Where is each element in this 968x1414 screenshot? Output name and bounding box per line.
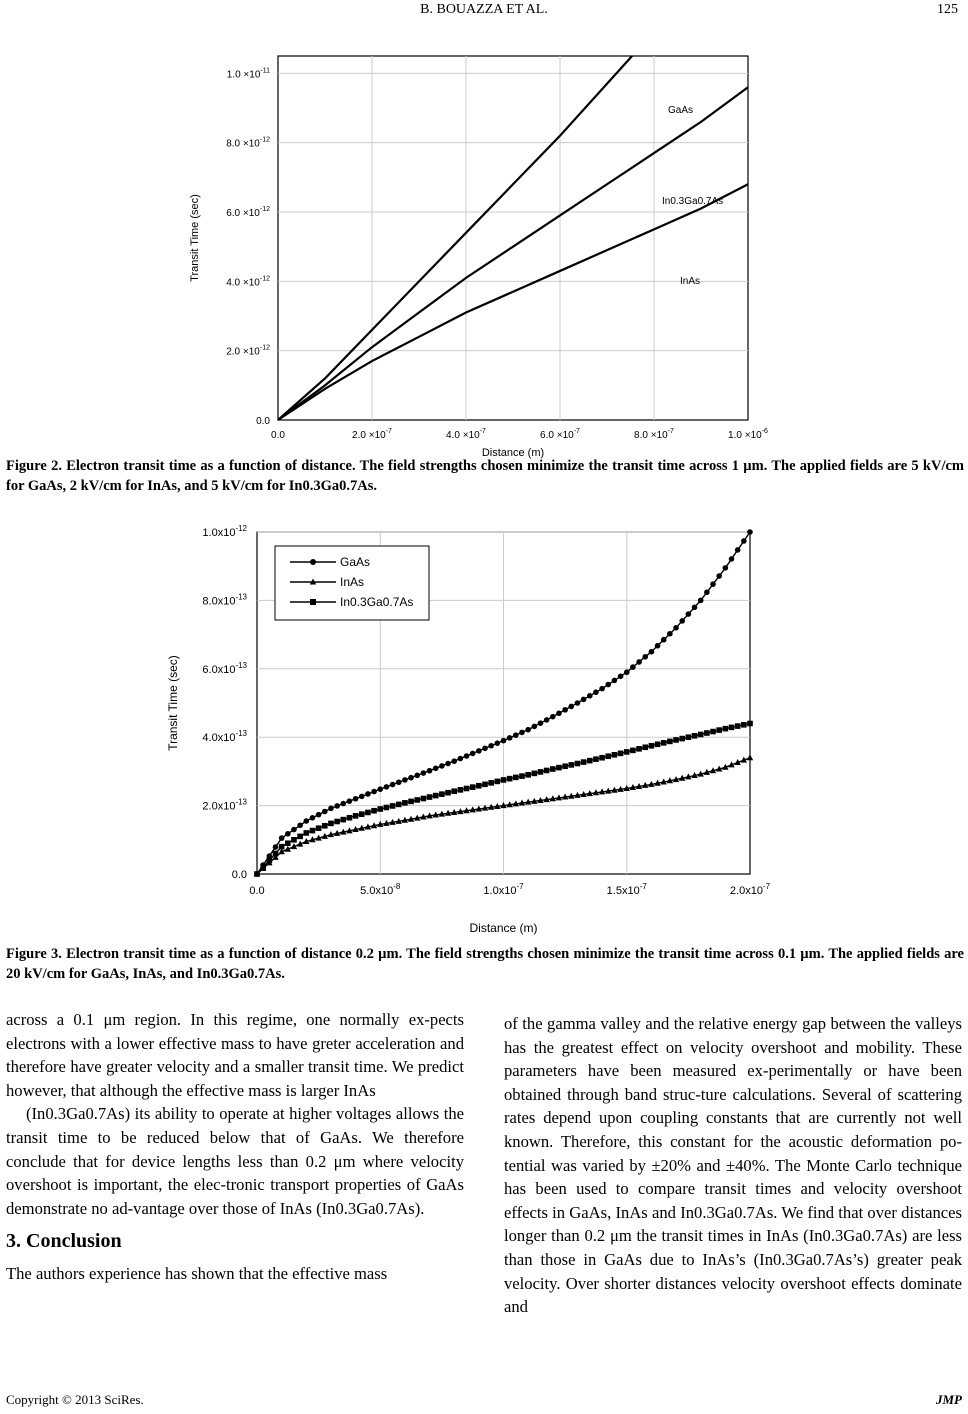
figure-2-chart: [0, 20, 968, 470]
data-point-In0.3Ga0.7As: [649, 743, 655, 749]
figure-3-chart: [0, 512, 968, 942]
data-point-GaAs: [482, 746, 488, 752]
data-point-In0.3Ga0.7As: [636, 746, 642, 752]
legend-label: GaAs: [340, 555, 371, 569]
data-point-In0.3Ga0.7As: [408, 799, 414, 805]
data-point-In0.3Ga0.7As: [433, 793, 439, 799]
data-point-In0.3Ga0.7As: [421, 796, 427, 802]
data-point-GaAs: [741, 538, 747, 544]
data-point-GaAs: [427, 768, 433, 774]
data-point-In0.3Ga0.7As: [279, 844, 285, 850]
data-point-In0.3Ga0.7As: [396, 802, 402, 808]
x-tick-label: $5.0x10^{-8}$: [360, 882, 401, 897]
x-tick-label: 0.0: [271, 430, 285, 441]
y-tick-exponent: -13: [235, 729, 247, 739]
data-point-GaAs: [445, 761, 451, 767]
data-point-In0.3Ga0.7As: [482, 782, 488, 788]
y-tick-exponent: -13: [235, 797, 247, 807]
data-point-GaAs: [747, 529, 753, 535]
data-point-In0.3Ga0.7As: [605, 753, 611, 759]
data-point-GaAs: [365, 791, 371, 797]
data-point-GaAs: [377, 786, 383, 792]
data-point-In0.3Ga0.7As: [445, 790, 451, 796]
data-point-GaAs: [396, 779, 402, 785]
data-point-GaAs: [439, 763, 445, 769]
data-point-In0.3Ga0.7As: [655, 741, 661, 747]
legend-marker: [310, 559, 316, 565]
x-tick-label: $2.0x10^{-7}$: [729, 882, 771, 897]
x-tick-label: $1.0x10^{-7}$: [483, 882, 524, 897]
data-point-In0.3Ga0.7As: [458, 787, 464, 793]
data-point-GaAs: [575, 700, 581, 706]
data-point-In0.3Ga0.7As: [704, 730, 710, 736]
data-point-In0.3Ga0.7As: [686, 734, 692, 740]
y-tick-exponent: -11: [260, 67, 270, 75]
y-tick-label: $4.0 \times 10^{-12}$: [226, 275, 270, 289]
data-point-GaAs: [421, 770, 427, 776]
data-point-GaAs: [507, 735, 513, 741]
data-point-In0.3Ga0.7As: [741, 722, 747, 728]
legend-label: InAs: [340, 575, 365, 589]
y-tick-label: $4.0x10^{-13}$: [202, 729, 247, 745]
x-axis-title: Distance (m): [469, 921, 538, 935]
data-point-GaAs: [384, 784, 390, 790]
data-point-GaAs: [464, 753, 470, 759]
y-tick-exponent: -12: [259, 344, 270, 352]
data-point-In0.3Ga0.7As: [273, 851, 279, 857]
data-point-GaAs: [581, 697, 587, 703]
data-point-GaAs: [414, 773, 420, 779]
y-tick-label: $8.0x10^{-13}$: [202, 592, 247, 608]
data-point-In0.3Ga0.7As: [525, 772, 531, 778]
data-point-GaAs: [402, 777, 408, 783]
data-point-GaAs: [550, 714, 556, 720]
running-title: B. BOUAZZA ET AL.: [420, 2, 548, 17]
y-tick-label: $6.0x10^{-13}$: [202, 660, 247, 676]
copyright: Copyright © 2013 SciRes.: [6, 1392, 144, 1407]
data-point-In0.3Ga0.7As: [679, 736, 685, 742]
data-point-In0.3Ga0.7As: [507, 776, 513, 782]
y-tick-label: $8.0 \times 10^{-12}$: [226, 136, 270, 150]
data-point-In0.3Ga0.7As: [267, 858, 273, 864]
data-point-GaAs: [636, 659, 642, 665]
data-point-In0.3Ga0.7As: [310, 828, 316, 834]
data-point-GaAs: [501, 738, 507, 744]
series-label: In0.3Ga0.7As: [662, 196, 724, 207]
data-point-In0.3Ga0.7As: [316, 825, 322, 831]
x-tick-exponent: -7: [573, 428, 580, 435]
x-tick-label: 0.0: [249, 885, 265, 897]
y-tick-exponent: -12: [235, 524, 247, 533]
y-tick-exponent: -13: [235, 660, 247, 670]
data-point-GaAs: [704, 589, 710, 595]
data-point-In0.3Ga0.7As: [322, 823, 328, 829]
y-tick-label: 0.0: [231, 869, 247, 881]
data-point-GaAs: [476, 748, 482, 754]
data-point-In0.3Ga0.7As: [359, 811, 365, 817]
data-point-GaAs: [408, 775, 414, 781]
series-label: InAs: [680, 276, 701, 287]
data-point-In0.3Ga0.7As: [642, 744, 648, 750]
y-tick-exponent: -12: [259, 275, 270, 283]
data-point-GaAs: [735, 547, 741, 553]
data-point-In0.3Ga0.7As: [593, 756, 599, 762]
data-point-GaAs: [519, 730, 525, 736]
data-point-GaAs: [556, 710, 562, 716]
data-point-In0.3Ga0.7As: [254, 871, 260, 877]
data-point-GaAs: [618, 674, 624, 680]
data-point-GaAs: [649, 649, 655, 655]
data-point-GaAs: [605, 682, 611, 688]
data-point-GaAs: [334, 803, 340, 809]
legend-label: In0.3Ga0.7As: [340, 595, 414, 609]
data-point-GaAs: [587, 693, 593, 699]
paragraph: (In0.3Ga0.7As) its ability to operate at higher voltages allows the transit time to be reduced below that of GaAs. We therefore conclude that for device lengths less than 0.2 μm where velocity overshoot is important, the elec-tronic transport properties of GaAs demonstrate no ad-vantage over those of InAs (In0.3Ga0.7As).: [6, 1104, 464, 1218]
data-point-In0.3Ga0.7As: [612, 752, 618, 758]
x-tick-exponent: -7: [385, 428, 392, 435]
data-point-GaAs: [642, 654, 648, 660]
y-tick-exponent: -12: [259, 206, 270, 213]
data-point-In0.3Ga0.7As: [414, 797, 420, 803]
data-point-In0.3Ga0.7As: [716, 727, 722, 733]
data-point-In0.3Ga0.7As: [568, 762, 574, 768]
data-point-In0.3Ga0.7As: [304, 830, 310, 836]
data-point-GaAs: [612, 678, 618, 684]
y-tick-exponent: -12: [259, 136, 270, 144]
data-point-GaAs: [297, 822, 303, 828]
data-point-GaAs: [310, 815, 316, 821]
data-point-GaAs: [433, 766, 439, 772]
data-point-GaAs: [698, 598, 704, 604]
data-point-In0.3Ga0.7As: [630, 748, 636, 754]
x-tick-label: $1.0 \times 10^{-6}$: [728, 428, 768, 441]
figure-2-caption: Figure 2. Electron transit time as a function of distance. The field strengths chosen minimize the transit time across 1 µm. The applied fields are 5 kV/cm for GaAs, 2 kV/cm for InAs, and 5 kV/cm for In0.3Ga0.7As.: [6, 458, 964, 494]
data-point-GaAs: [458, 756, 464, 762]
data-point-GaAs: [630, 664, 636, 670]
data-point-In0.3Ga0.7As: [334, 819, 340, 825]
paragraph: The authors experience has shown that the effective mass: [6, 1263, 388, 1283]
data-point-In0.3Ga0.7As: [291, 837, 297, 843]
data-point-GaAs: [291, 827, 297, 833]
x-tick-exponent: -7: [479, 428, 486, 435]
data-point-GaAs: [655, 643, 661, 649]
x-tick-exponent: -8: [393, 882, 401, 891]
data-point-In0.3Ga0.7As: [353, 813, 359, 819]
series-label: GaAs: [668, 105, 694, 116]
data-point-In0.3Ga0.7As: [371, 808, 377, 814]
data-point-GaAs: [679, 618, 685, 624]
data-point-GaAs: [525, 727, 531, 733]
x-tick-exponent: -7: [762, 882, 771, 891]
data-point-In0.3Ga0.7As: [532, 771, 538, 777]
data-point-GaAs: [544, 717, 550, 723]
data-point-In0.3Ga0.7As: [476, 783, 482, 789]
data-point-In0.3Ga0.7As: [661, 740, 667, 746]
data-point-GaAs: [322, 809, 328, 815]
x-tick-exponent: -7: [667, 428, 674, 435]
data-point-In0.3Ga0.7As: [501, 777, 507, 783]
data-point-In0.3Ga0.7As: [260, 864, 266, 870]
data-point-In0.3Ga0.7As: [495, 779, 501, 785]
data-point-In0.3Ga0.7As: [550, 766, 556, 772]
data-point-GaAs: [667, 631, 673, 637]
y-tick-label: $6.0 \times 10^{-12}$: [226, 206, 270, 219]
data-point-GaAs: [495, 740, 501, 746]
data-point-GaAs: [279, 835, 285, 841]
series-line-In0.3Ga0.7As: [278, 87, 748, 420]
data-point-GaAs: [673, 625, 679, 631]
data-point-In0.3Ga0.7As: [729, 725, 735, 731]
data-point-GaAs: [710, 581, 716, 587]
data-point-In0.3Ga0.7As: [575, 761, 581, 767]
data-point-GaAs: [538, 720, 544, 726]
legend-marker: [310, 599, 316, 605]
data-point-In0.3Ga0.7As: [464, 786, 470, 792]
data-point-GaAs: [593, 689, 599, 695]
data-point-GaAs: [723, 565, 729, 571]
data-point-In0.3Ga0.7As: [340, 817, 346, 823]
data-point-In0.3Ga0.7As: [710, 729, 716, 735]
data-point-GaAs: [513, 732, 519, 738]
data-point-In0.3Ga0.7As: [667, 739, 673, 745]
y-tick-label: $2.0 \times 10^{-12}$: [226, 344, 270, 358]
journal-name: JMP: [936, 1392, 962, 1407]
data-point-In0.3Ga0.7As: [562, 763, 568, 769]
left-column: [6, 1008, 464, 1286]
data-point-GaAs: [285, 831, 291, 837]
y-tick-exponent: -13: [235, 592, 247, 602]
x-tick-exponent: -7: [516, 882, 524, 891]
data-point-In0.3Ga0.7As: [402, 800, 408, 806]
data-point-GaAs: [686, 611, 692, 617]
data-point-GaAs: [328, 806, 334, 812]
y-tick-label: $1.0 \times 10^{-11}$: [226, 67, 270, 81]
data-point-In0.3Ga0.7As: [587, 758, 593, 764]
data-point-GaAs: [371, 789, 377, 795]
paragraph: across a 0.1 μm region. In this regime, one normally ex-pects electrons with a lower effective mass to have greter acceleration and therefore have greater velocity and a smaller transit time. We predict however, that although the effective mass is larger InAs: [6, 1010, 464, 1100]
data-point-In0.3Ga0.7As: [519, 773, 525, 779]
series-line-GaAs: [278, 56, 632, 420]
data-point-In0.3Ga0.7As: [384, 805, 390, 811]
page-number: 125: [937, 2, 958, 17]
data-point-GaAs: [488, 743, 494, 749]
data-point-GaAs: [624, 669, 630, 675]
data-point-In0.3Ga0.7As: [698, 732, 704, 738]
page-footer: [6, 1392, 962, 1408]
data-point-GaAs: [470, 751, 476, 757]
data-point-In0.3Ga0.7As: [673, 737, 679, 743]
data-point-In0.3Ga0.7As: [390, 803, 396, 809]
data-point-In0.3Ga0.7As: [618, 751, 624, 757]
data-point-GaAs: [729, 556, 735, 562]
data-point-In0.3Ga0.7As: [470, 784, 476, 790]
data-point-In0.3Ga0.7As: [377, 806, 383, 812]
data-point-GaAs: [532, 724, 538, 730]
data-point-In0.3Ga0.7As: [427, 794, 433, 800]
data-point-In0.3Ga0.7As: [692, 733, 698, 739]
data-point-In0.3Ga0.7As: [285, 840, 291, 846]
data-point-GaAs: [353, 796, 359, 802]
x-tick-label: $6.0 \times 10^{-7}$: [540, 428, 580, 441]
data-point-In0.3Ga0.7As: [544, 768, 550, 774]
data-point-In0.3Ga0.7As: [581, 759, 587, 765]
data-point-In0.3Ga0.7As: [735, 723, 741, 729]
data-point-In0.3Ga0.7As: [747, 721, 753, 727]
x-tick-label: $1.5x10^{-7}$: [606, 882, 647, 897]
data-point-GaAs: [340, 801, 346, 807]
legend: [275, 546, 429, 620]
section-heading: 3. Conclusion: [6, 1230, 122, 1253]
data-point-In0.3Ga0.7As: [297, 834, 303, 840]
y-axis-title: Transit Time (sec): [189, 194, 201, 282]
data-point-In0.3Ga0.7As: [538, 769, 544, 775]
data-point-GaAs: [661, 637, 667, 643]
data-point-GaAs: [692, 604, 698, 610]
x-tick-label: $8.0 \times 10^{-7}$: [634, 428, 674, 441]
data-point-In0.3Ga0.7As: [439, 791, 445, 797]
right-column: [504, 1012, 962, 1319]
data-point-In0.3Ga0.7As: [556, 765, 562, 771]
x-tick-exponent: -6: [761, 428, 768, 435]
y-tick-label: $1.0x10^{-12}$: [202, 524, 247, 539]
x-axis-title: Distance (m): [481, 447, 545, 459]
series-line-InAs: [278, 184, 748, 420]
data-point-In0.3Ga0.7As: [624, 749, 630, 755]
data-point-In0.3Ga0.7As: [347, 815, 353, 821]
paragraph: of the gamma valley and the relative energy gap between the valleys has the greatest effect on velocity overshoot and mobility. These parameters have been measured ex-perimentally or have been obtained through band struc-ture calculations. Several of scattering rates depend upon coupling constants that are currently not well known. Therefore, this constant for the acoustic deformation po-tential was varied by ±20% and ±40%. The Monte Carlo technique has been used to compare transit times and velocity overshoot effects in GaAs, InAs and In0.3Ga0.7As. We find that over distances longer than 0.2 μm the transit times in InAs (In0.3Ga0.7As) are less than those in GaAs due to InAs’s (In0.3Ga0.7As’s) greater peak velocity. Over shorter distances velocity overshoot effects dominate and: [504, 1014, 962, 1317]
data-point-GaAs: [390, 782, 396, 788]
data-point-In0.3Ga0.7As: [513, 775, 519, 781]
y-tick-label: 0.0: [256, 416, 270, 427]
data-point-In0.3Ga0.7As: [488, 780, 494, 786]
data-point-InAs: [747, 754, 753, 760]
x-tick-label: $2.0 \times 10^{-7}$: [352, 428, 392, 441]
data-point-In0.3Ga0.7As: [599, 755, 605, 761]
x-tick-exponent: -7: [639, 882, 647, 891]
data-point-GaAs: [451, 758, 457, 764]
data-point-In0.3Ga0.7As: [451, 788, 457, 794]
x-tick-label: $4.0 \times 10^{-7}$: [446, 428, 486, 441]
y-tick-label: $2.0x10^{-13}$: [202, 797, 247, 813]
data-point-GaAs: [347, 798, 353, 804]
data-point-GaAs: [599, 686, 605, 692]
data-point-GaAs: [273, 844, 279, 850]
data-point-GaAs: [359, 794, 365, 800]
y-axis-title: Transit Time (sec): [166, 655, 180, 751]
data-point-In0.3Ga0.7As: [328, 821, 334, 827]
data-point-GaAs: [568, 704, 574, 710]
data-point-GaAs: [716, 573, 722, 579]
data-point-In0.3Ga0.7As: [723, 726, 729, 732]
data-point-GaAs: [316, 812, 322, 818]
figure-3-caption: Figure 3. Electron transit time as a function of distance 0.2 µm. The field strengths chosen minimize the transit time across 0.1 µm. The applied fields are 20 kV/cm for GaAs, InAs, and In0.3Ga0.7As.: [6, 946, 964, 982]
data-point-GaAs: [562, 707, 568, 713]
data-point-In0.3Ga0.7As: [365, 810, 371, 816]
data-point-GaAs: [304, 818, 310, 824]
